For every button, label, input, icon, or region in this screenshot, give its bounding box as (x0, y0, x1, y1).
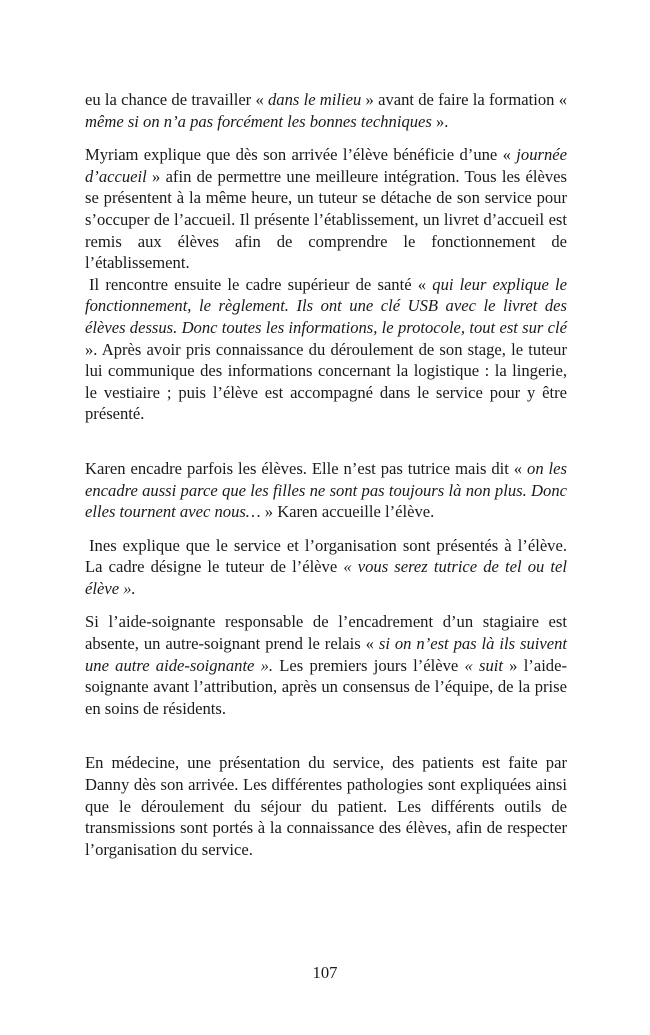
text-run: ». Après avoir pris connaissance du déroulement de son stage, le tuteur lui communique des informations concernant la logistique : la lingerie, le vestiaire ; puis l’élève est accompagné dans le service pour y être présenté. (85, 339, 567, 424)
page-number: 107 (312, 963, 338, 982)
italic-quote: dans le milieu (268, 90, 362, 109)
text-run: Ines explique que le service et l’organisation sont présentés à l’élève. La cadre désigne le tuteur de l’élève (85, 535, 567, 577)
italic-quote: « vous serez tutrice de tel ou tel élève ». (85, 557, 567, 598)
paragraph-6 (85, 611, 567, 719)
text-run: Il rencontre ensuite le cadre supérieur de santé « (89, 274, 433, 294)
italic-quote: « suit (464, 655, 503, 675)
italic-quote: si on n’est pas là ils suivent une autre aide-soignante ». (85, 634, 567, 675)
paragraph-7 (85, 752, 567, 860)
text-run: eu la chance de travailler « (85, 90, 268, 109)
body-text (85, 89, 567, 860)
paragraph-2 (85, 144, 567, 274)
paragraph-3 (85, 274, 567, 425)
text-run: Karen encadre parfois les élèves. Elle n’est pas tutrice mais dit « (85, 458, 528, 478)
text-run: En médecine, une présentation du service, des patients est faite par Danny dès son arrivée. Les différentes pathologies sont expliquées ainsi que le déroulement du séjour du patient. Les différents outils de transmissions sont portés à la connaissance des élèves, afin de respecter l’organisation du service. (85, 753, 567, 859)
paragraph-5 (85, 535, 567, 600)
text-run: Les premiers jours l’élève (273, 655, 465, 675)
text-run: » afin de permettre une meilleure intégration. Tous les élèves se présentent à la même heure, un tuteur se détache de son service pour s’occuper de l’accueil. Il présente l’établissement, un livret d’accueil est remis aux élèves afin de comprendre le fonctionnement de l’établissement. (85, 166, 567, 273)
italic-quote: journée d’accueil (85, 145, 567, 186)
text-run: » avant de faire la formation « (361, 90, 567, 109)
paragraph-4 (85, 458, 567, 523)
italic-quote: qui leur explique le fonctionnement, le règlement. Ils ont une clé USB avec le livret des élèves dessus. Donc toutes les informations, le protocole, tout est sur clé (85, 274, 567, 337)
paragraph-1 (85, 89, 567, 132)
text-run: » l’aide-soignante avant l’attribution, après un consensus de l’équipe, de la prise en soins de résidents. (85, 655, 567, 718)
text-run: Si l’aide-soignante responsable de l’encadrement d’un stagiaire est absente, un autre-soignant prend le relais « (85, 612, 567, 654)
italic-quote: on les encadre aussi parce que les filles ne sont pas toujours là non plus. Donc elles tournent avec nous… (85, 458, 567, 522)
text-run: » Karen accueille l’élève. (260, 502, 435, 522)
text-run: ». (431, 111, 449, 131)
italic-quote: même si on n’a pas forcément les bonnes techniques (85, 111, 432, 131)
text-run: Myriam explique que dès son arrivée l’élève bénéficie d’une « (85, 145, 517, 165)
